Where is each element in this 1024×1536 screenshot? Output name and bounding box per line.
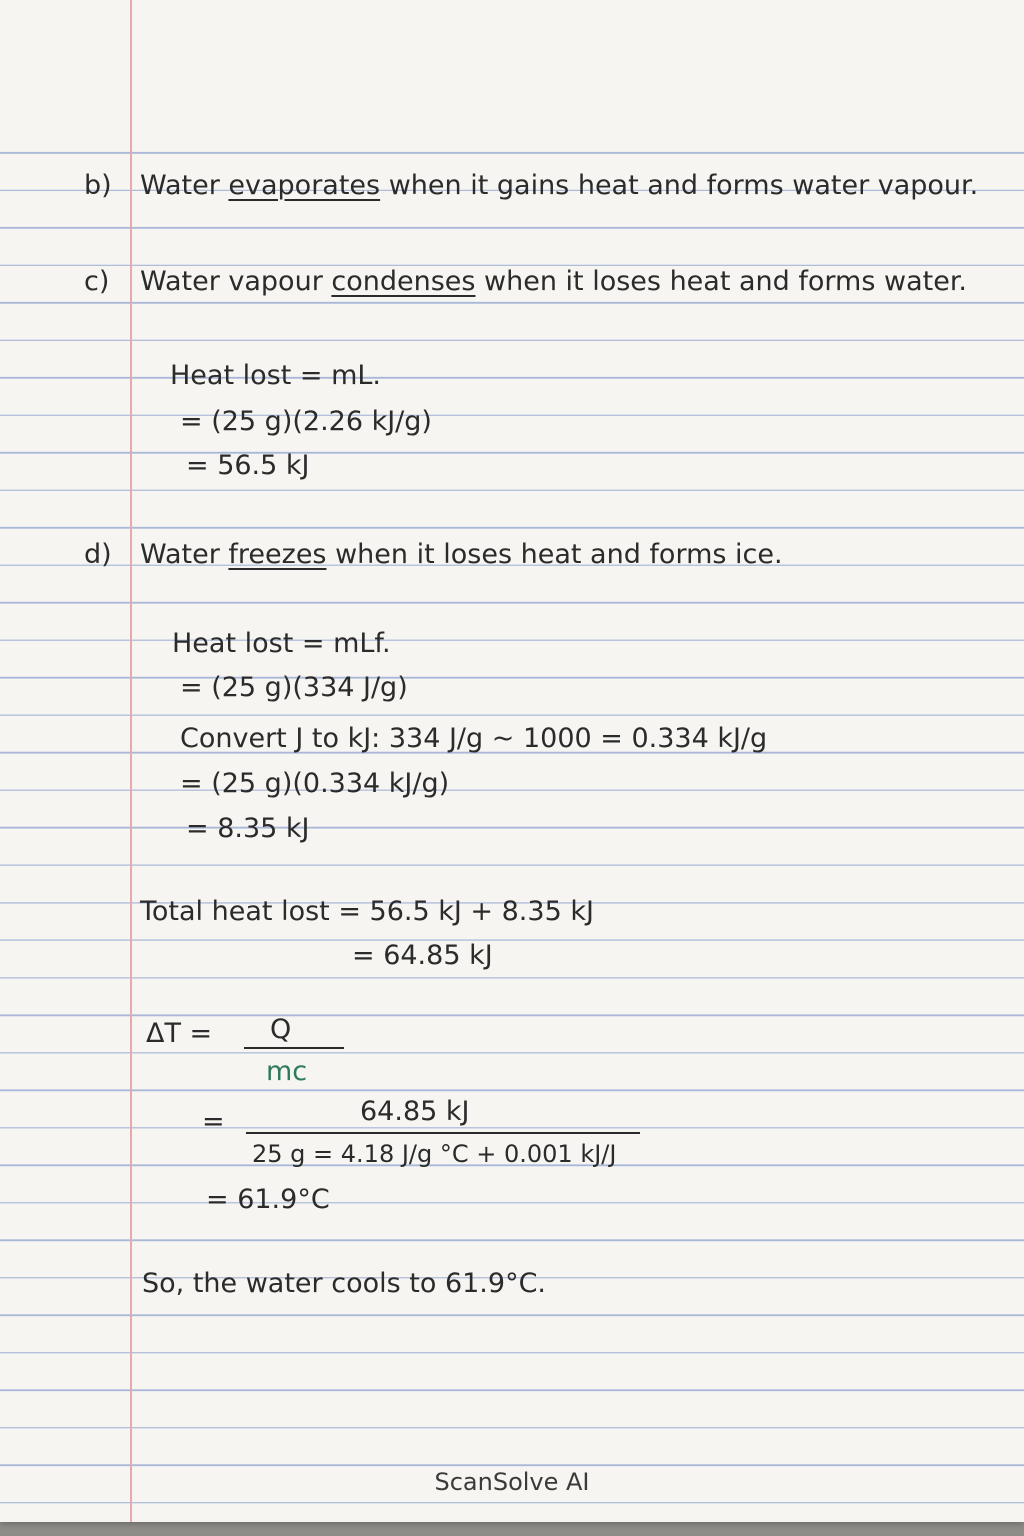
part-b-label: b) <box>84 170 112 201</box>
delta-t-lhs: ΔT = <box>146 1018 213 1049</box>
delta-t-numerator: Q <box>270 1014 292 1045</box>
part-b-text-pre: Water <box>140 170 229 201</box>
delta-t-fraction-bar <box>244 1047 344 1049</box>
delta-t-numerator-2: 64.85 kJ <box>360 1096 470 1127</box>
footer-brand: ScanSolve AI <box>434 1468 590 1496</box>
part-d-text-post: when it loses heat and forms ice. <box>326 539 783 570</box>
part-d-work-5: = 8.35 kJ <box>186 813 310 844</box>
part-c-label: c) <box>84 266 110 297</box>
total-line-1: Total heat lost = 56.5 kJ + 8.35 kJ <box>140 896 594 927</box>
part-d-text-pre: Water <box>140 539 229 570</box>
part-c-keyword: condenses <box>331 266 476 297</box>
part-c-work-1: Heat lost = mL. <box>170 360 382 391</box>
part-c-line <box>84 268 967 295</box>
part-c-work-3: = 56.5 kJ <box>186 450 310 481</box>
part-c-text-post: when it loses heat and forms water. <box>475 266 968 297</box>
part-b-line <box>84 172 978 199</box>
delta-t-denominator: mc <box>266 1056 308 1087</box>
delta-t-result: = 61.9°C <box>206 1184 330 1215</box>
part-c-work-2: = (25 g)(2.26 kJ/g) <box>180 406 432 437</box>
delta-t-eq: = <box>202 1106 225 1137</box>
total-line-2: = 64.85 kJ <box>352 940 493 971</box>
part-b-keyword: evaporates <box>228 170 381 201</box>
conclusion: So, the water cools to 61.9°C. <box>142 1268 546 1299</box>
part-d-work-4: = (25 g)(0.334 kJ/g) <box>180 768 450 799</box>
part-d-work-3: Convert J to kJ: 334 J/g ~ 1000 = 0.334 kJ/g <box>180 723 768 754</box>
delta-t-denominator-2: 25 g = 4.18 J/g °C + 0.001 kJ/J <box>252 1140 617 1168</box>
part-c-text-pre: Water vapour <box>140 266 332 297</box>
margin-line <box>130 0 132 1522</box>
part-d-keyword: freezes <box>228 539 327 570</box>
part-d-work-1: Heat lost = mLf. <box>172 628 391 659</box>
part-d-line <box>84 541 783 568</box>
part-b-text-post: when it gains heat and forms water vapour. <box>380 170 979 201</box>
delta-t-fraction-bar-2 <box>246 1132 640 1134</box>
part-d-work-2: = (25 g)(334 J/g) <box>180 672 408 703</box>
part-d-label: d) <box>84 539 112 570</box>
